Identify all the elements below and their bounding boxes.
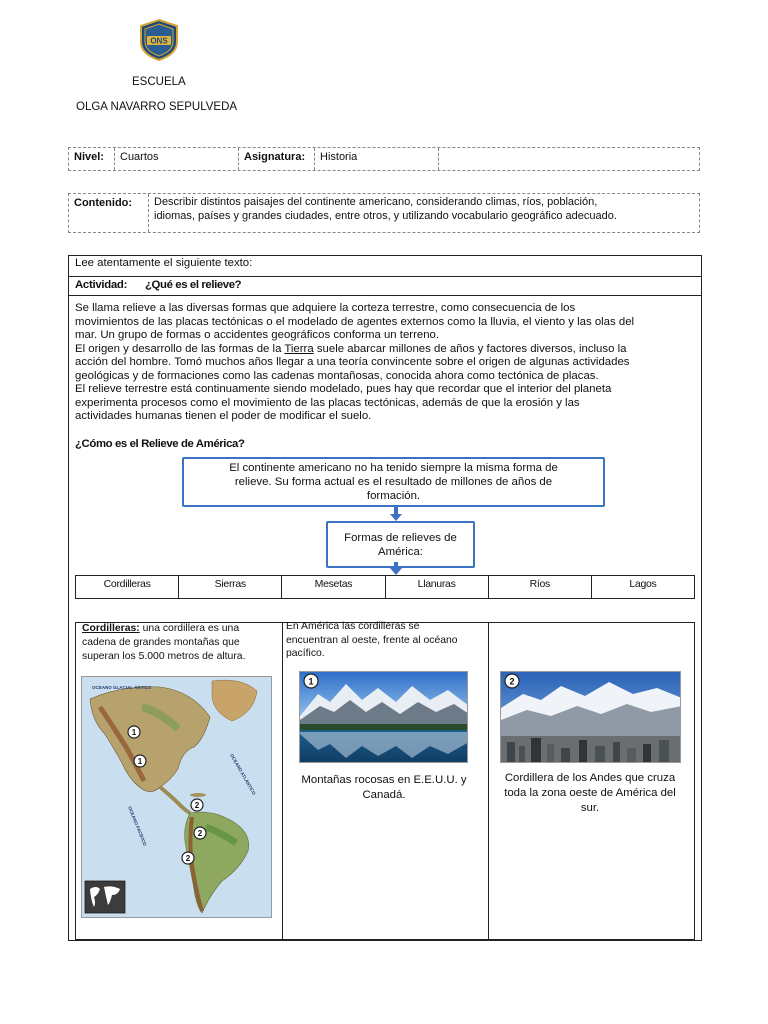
- map-marker-1: [128, 726, 140, 738]
- contenido-line-2: idiomas, países y grandes ciudades, entre otros, y utilizando vocabulario geográfico adecuado.: [154, 210, 617, 222]
- rocky-mountains-caption: Montañas rocosas en E.E.U.U. y Canadá.: [301, 774, 467, 801]
- paragraph-line: Se llama relieve a las diversas formas que adquiere la corteza terrestre, como consecuencia de los: [75, 302, 576, 314]
- form-rios: Ríos: [489, 576, 592, 598]
- svg-text:2: 2: [509, 676, 515, 687]
- contenido-line-1: Describir distintos paisajes del continente americano, considerando climas, ríos, población,: [154, 196, 598, 208]
- paragraph-line: El origen y desarrollo de las formas de la Tierra suele abarcar millones de años y factores diversos, incluso la: [75, 342, 627, 355]
- map-marker-2: [194, 827, 206, 839]
- tierra-link[interactable]: Tierra: [284, 342, 314, 355]
- contenido-text: [149, 194, 699, 232]
- paragraph-line: acción del hombre. Tomó muchos años llegar a una teoría convincente sobre el origen de algunas actividades: [75, 356, 630, 368]
- svg-text:2: 2: [194, 801, 200, 810]
- school-name: OLGA NAVARRO SEPULVEDA: [76, 101, 238, 113]
- map-pacific-label: OCEANO PACÍFICO: [127, 805, 148, 847]
- activity-question: ¿Qué es el relieve?: [145, 279, 242, 291]
- map-atlantic-label: OCEANO ATLÁNTICO: [229, 753, 257, 796]
- form-sierras: Sierras: [179, 576, 282, 598]
- paragraph-line: El relieve terrestre está continuamente siendo modelado, pues hay que recordar que el interior del planeta: [75, 383, 612, 395]
- america-cordilleras-note: En América las cordilleras se encuentran al oeste, frente al océano pacífico.: [286, 621, 458, 659]
- andes-caption: Cordillera de los Andes que cruza toda la zona oeste de América del sur.: [504, 772, 676, 814]
- svg-text:1: 1: [308, 676, 314, 687]
- form-cordilleras: Cordilleras: [76, 576, 179, 598]
- paragraph-line: geológicas y de formaciones como las cadenas montañosas, conocida ahora como tectónica de placas.: [75, 369, 599, 382]
- activity-label: Actividad:: [75, 279, 128, 291]
- map-marker-2: [182, 852, 194, 864]
- photo-marker-2: [505, 674, 519, 688]
- map-marker-1: [134, 755, 146, 767]
- asignatura-value: Historia: [315, 148, 439, 170]
- paragraph-line: experimenta procesos como el movimiento de las placas tectónicas, además de que la erosión y las: [75, 396, 580, 409]
- contenido-row: [68, 193, 700, 233]
- svg-text:2: 2: [197, 829, 203, 838]
- info-row: [68, 147, 700, 171]
- asignatura-label: Asignatura:: [239, 148, 315, 170]
- relieve-america-heading: ¿Cómo es el Relieve de América?: [75, 438, 245, 450]
- svg-text:ONS: ONS: [150, 36, 168, 46]
- america-relief-map: [81, 676, 272, 918]
- paragraph-line: movimientos de las placas tectónicas o el modelado de agentes externos como la lluvia, el viento y las olas del: [75, 315, 635, 328]
- form-mesetas: Mesetas: [282, 576, 385, 598]
- paragraph-line: actividades humanas tienen el poder de modificar el suelo.: [75, 410, 372, 422]
- map-marker-2: [191, 799, 203, 811]
- svg-text:1: 1: [131, 728, 137, 737]
- relief-forms-table: [75, 575, 695, 599]
- photo-marker-1: [304, 674, 318, 688]
- form-llanuras: Llanuras: [386, 576, 489, 598]
- cordilleras-definition: Cordilleras: una cordillera es una cadena de grandes montañas que superan los 5.000 metros de altura.: [82, 623, 246, 662]
- rocky-mountains-photo: [299, 671, 468, 763]
- school-label: ESCUELA: [132, 76, 186, 88]
- forms-title-box: Formas de relieves de América:: [326, 521, 475, 568]
- nivel-value: Cuartos: [115, 148, 239, 170]
- svg-text:1: 1: [137, 757, 143, 766]
- contenido-label: Contenido:: [69, 194, 149, 232]
- paragraph-line: mar. Un grupo de formas o accidentes geográficos conforma un terreno.: [75, 329, 440, 341]
- info-empty-cell: [439, 148, 699, 170]
- reading-instruction: Lee atentamente el siguiente texto:: [75, 257, 253, 269]
- continent-info-box: El continente americano no ha tenido siempre la misma forma de relieve. Su forma actual es el resultado de millones de años de formación.: [182, 457, 605, 507]
- andes-photo: [500, 671, 681, 763]
- nivel-label: Nivel:: [69, 148, 115, 170]
- form-lagos: Lagos: [629, 578, 657, 590]
- cordilleras-term: Cordilleras:: [82, 623, 140, 634]
- map-arctic-label: OCEANO GLACIAL ÁRTICO: [92, 685, 152, 690]
- school-logo: [137, 18, 181, 62]
- relieve-paragraph: [75, 302, 700, 424]
- svg-text:2: 2: [185, 854, 191, 863]
